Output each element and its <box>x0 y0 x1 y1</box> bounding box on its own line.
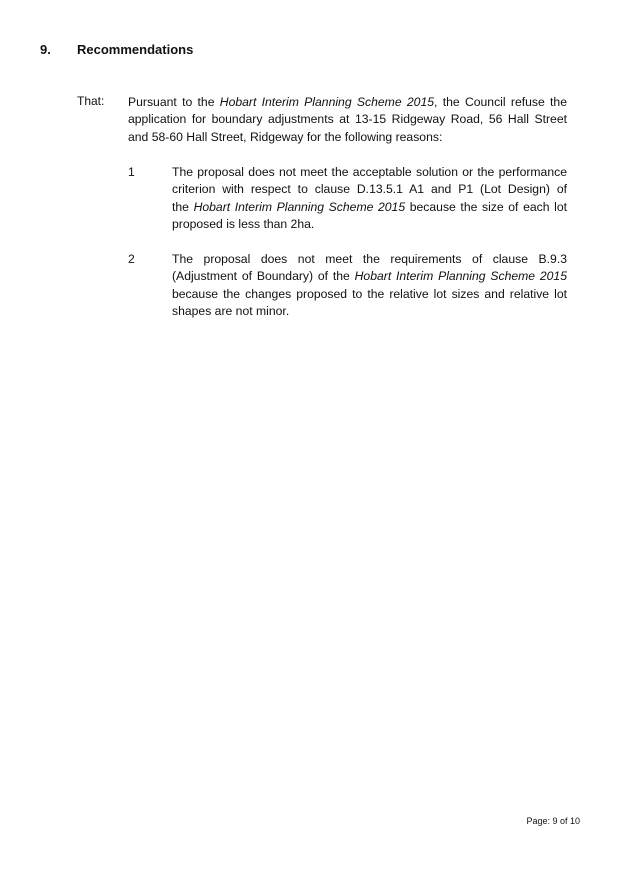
scheme-name: Hobart Interim Planning Scheme 2015 <box>219 95 435 109</box>
reason-item <box>128 251 567 321</box>
that-label: That: <box>77 94 105 108</box>
intro-text: , the Council refuse the <box>434 95 567 109</box>
recommendation-intro <box>128 94 567 146</box>
intro-text: Pursuant to the <box>128 95 220 109</box>
scheme-name: Hobart Interim Planning Scheme 2015 <box>193 199 406 214</box>
reason-line: because the changes proposed to the relative lot sizes and relative lot <box>172 286 567 301</box>
reason-number: 1 <box>128 165 135 179</box>
reason-text-part: (Adjustment of Boundary) of the <box>172 269 355 284</box>
reason-number: 2 <box>128 252 135 266</box>
section-number: 9. <box>40 42 51 57</box>
reason-line: The proposal does not meet the requirements of clause B.9.3 <box>172 252 567 266</box>
reason-line: The proposal does not meet the acceptable solution or the performance <box>172 165 567 179</box>
page-number: Page: 9 of 10 <box>526 816 580 826</box>
intro-line-2: application for boundary adjustments at 13-15 Ridgeway Road, 56 Hall Street <box>128 112 567 127</box>
reason-line <box>172 268 567 285</box>
reason-line: shapes are not minor. <box>172 304 290 319</box>
reason-line: proposed is less than 2ha. <box>172 217 315 232</box>
reason-item <box>128 164 567 234</box>
reason-line: criterion with respect to clause D.13.5.1 A1 and P1 (Lot Design) of <box>172 182 567 197</box>
intro-line-3: and 58-60 Hall Street, Ridgeway for the following reasons: <box>128 129 443 144</box>
intro-line-1 <box>128 94 567 111</box>
reason-text <box>172 164 567 234</box>
scheme-name: Hobart Interim Planning Scheme 2015 <box>354 269 567 284</box>
reason-text-part: because the size of each lot <box>405 199 567 214</box>
reason-text-part: the <box>172 199 194 214</box>
reason-text <box>172 251 567 321</box>
section-title: Recommendations <box>77 42 194 57</box>
reason-line <box>172 199 567 216</box>
